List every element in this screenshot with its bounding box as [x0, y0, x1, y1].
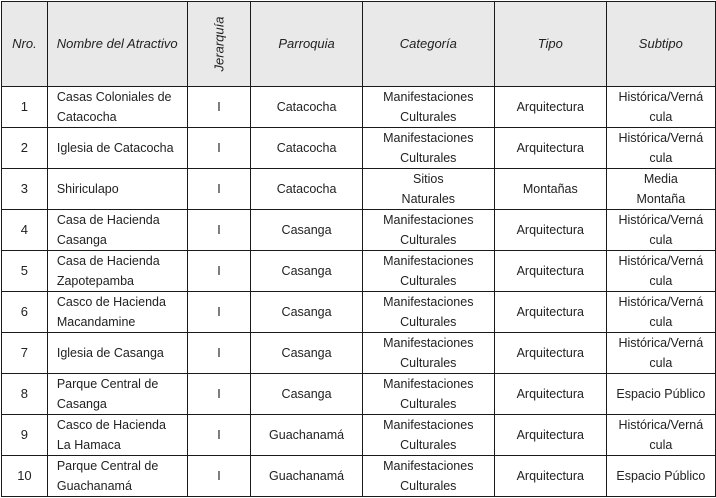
header-parroquia: Parroquia: [251, 2, 362, 87]
cell-jerarquia: I: [187, 87, 251, 128]
cell-subtipo: Histórica/Verná cula: [606, 87, 715, 128]
cell-parroquia: Catacocha: [251, 169, 362, 210]
cell-categoria: Manifestaciones Culturales: [362, 87, 494, 128]
cell-tipo: Montañas: [494, 169, 606, 210]
cell-parroquia: Casanga: [251, 374, 362, 415]
cell-jerarquia: I: [187, 374, 251, 415]
cell-categoria: Manifestaciones Culturales: [362, 374, 494, 415]
table-row: [2, 169, 716, 210]
cell-nro: 3: [2, 169, 48, 210]
header-tipo: Tipo: [494, 2, 606, 87]
cell-tipo: Arquitectura: [494, 87, 606, 128]
table-row: [2, 415, 716, 456]
cell-nombre: Casas Coloniales de Catacocha: [47, 87, 187, 128]
cell-tipo: Arquitectura: [494, 292, 606, 333]
cell-nro: 7: [2, 333, 48, 374]
cell-jerarquia: I: [187, 210, 251, 251]
cell-subtipo: Histórica/Verná cula: [606, 251, 715, 292]
cell-nro: 10: [2, 456, 48, 497]
cell-subtipo: Histórica/Verná cula: [606, 210, 715, 251]
cell-categoria: Manifestaciones Culturales: [362, 128, 494, 169]
cell-nombre: Parque Central de Casanga: [47, 374, 187, 415]
cell-jerarquia: I: [187, 456, 251, 497]
table-row: [2, 251, 716, 292]
cell-parroquia: Catacocha: [251, 128, 362, 169]
cell-nombre: Casco de Hacienda La Hamaca: [47, 415, 187, 456]
cell-tipo: Arquitectura: [494, 251, 606, 292]
cell-nombre: Iglesia de Catacocha: [47, 128, 187, 169]
cell-subtipo: Media Montaña: [606, 169, 715, 210]
cell-nro: 4: [2, 210, 48, 251]
attractions-table: [1, 1, 716, 497]
header-nro: Nro.: [2, 2, 48, 87]
cell-nombre: Casco de Hacienda Macandamine: [47, 292, 187, 333]
cell-tipo: Arquitectura: [494, 456, 606, 497]
cell-nro: 9: [2, 415, 48, 456]
cell-categoria: Manifestaciones Culturales: [362, 333, 494, 374]
cell-jerarquia: I: [187, 415, 251, 456]
cell-jerarquia: I: [187, 292, 251, 333]
cell-subtipo: Histórica/Verná cula: [606, 333, 715, 374]
cell-categoria: Manifestaciones Culturales: [362, 415, 494, 456]
cell-nro: 1: [2, 87, 48, 128]
header-nombre: Nombre del Atractivo: [47, 2, 187, 87]
cell-nro: 6: [2, 292, 48, 333]
cell-jerarquia: I: [187, 169, 251, 210]
cell-subtipo: Espacio Público: [606, 456, 715, 497]
cell-tipo: Arquitectura: [494, 210, 606, 251]
cell-parroquia: Guachanamá: [251, 456, 362, 497]
table-row: [2, 87, 716, 128]
cell-nro: 8: [2, 374, 48, 415]
cell-categoria: Manifestaciones Culturales: [362, 251, 494, 292]
cell-subtipo: Histórica/Verná cula: [606, 415, 715, 456]
cell-jerarquia: I: [187, 251, 251, 292]
cell-parroquia: Casanga: [251, 333, 362, 374]
cell-categoria: Sitios Naturales: [362, 169, 494, 210]
cell-categoria: Manifestaciones Culturales: [362, 210, 494, 251]
cell-categoria: Manifestaciones Culturales: [362, 292, 494, 333]
cell-subtipo: Espacio Público: [606, 374, 715, 415]
cell-parroquia: Guachanamá: [251, 415, 362, 456]
cell-subtipo: Histórica/Verná cula: [606, 292, 715, 333]
table-row: [2, 128, 716, 169]
cell-nro: 2: [2, 128, 48, 169]
header-categoria: Categoría: [362, 2, 494, 87]
cell-nombre: Iglesia de Casanga: [47, 333, 187, 374]
cell-nro: 5: [2, 251, 48, 292]
table-row: [2, 210, 716, 251]
cell-tipo: Arquitectura: [494, 333, 606, 374]
table-row: [2, 292, 716, 333]
header-subtipo: Subtipo: [606, 2, 715, 87]
header-jerarquia-label: Jerarquía: [211, 16, 227, 72]
cell-tipo: Arquitectura: [494, 128, 606, 169]
cell-tipo: Arquitectura: [494, 415, 606, 456]
cell-parroquia: Catacocha: [251, 87, 362, 128]
cell-jerarquia: I: [187, 128, 251, 169]
header-jerarquia: [187, 2, 251, 87]
cell-jerarquia: I: [187, 333, 251, 374]
table-row: [2, 374, 716, 415]
cell-parroquia: Casanga: [251, 292, 362, 333]
cell-parroquia: Casanga: [251, 251, 362, 292]
cell-nombre: Shiriculapo: [47, 169, 187, 210]
table-row: [2, 333, 716, 374]
cell-nombre: Parque Central de Guachanamá: [47, 456, 187, 497]
cell-categoria: Manifestaciones Culturales: [362, 456, 494, 497]
header-row: [2, 2, 716, 87]
table-row: [2, 456, 716, 497]
cell-subtipo: Histórica/Verná cula: [606, 128, 715, 169]
cell-nombre: Casa de Hacienda Zapotepamba: [47, 251, 187, 292]
cell-nombre: Casa de Hacienda Casanga: [47, 210, 187, 251]
cell-parroquia: Casanga: [251, 210, 362, 251]
cell-tipo: Arquitectura: [494, 374, 606, 415]
